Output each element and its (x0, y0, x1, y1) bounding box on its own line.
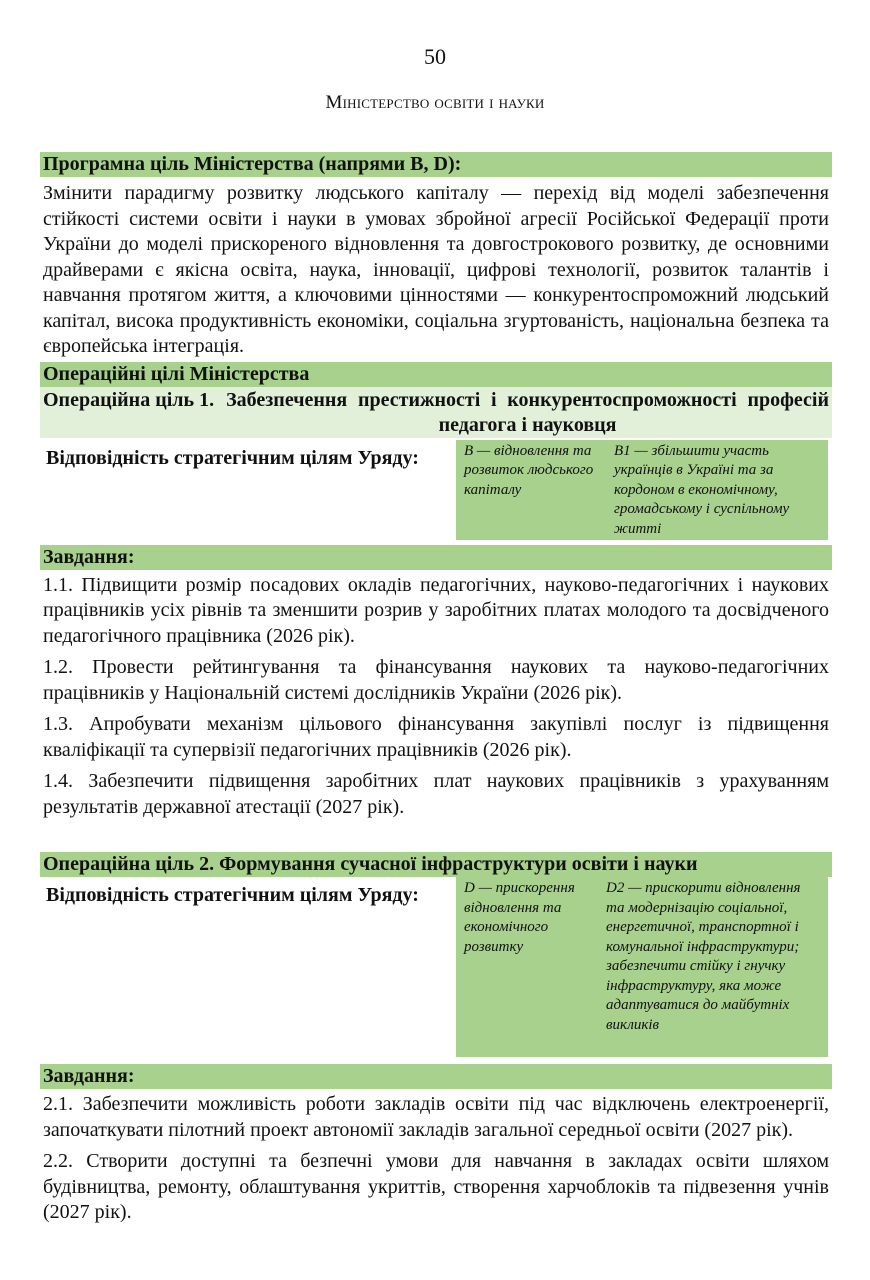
goal2-correspondence (40, 877, 832, 1057)
goal2-strategic-subgoal: D2 — прискорити відновлення та модернізацію соціальної, енергетичної, транспортної і комунальної інфраструктури; забезпечити стійку і гнучку інфраструктуру, яка може адаптуватися до майбутніх викликів (606, 880, 801, 1033)
page-number: 50 (424, 44, 446, 69)
operational-goals-header: Операційні цілі Міністерства (40, 362, 832, 387)
task-2-1: 2.1. Забезпечити можливість роботи закладів освіти під час відключень електроенергії, започаткувати пілотний проект автономії закладів загальної середньої освіти (2027 рік). (43, 1093, 829, 1141)
goal1-strategic-goal: B — відновлення та розвиток людського капіталу (464, 442, 594, 498)
goal2-strategic-goal: D — прискорення відновлення та економічного розвитку (464, 880, 575, 955)
goal1-title-text: Забезпечення престижності і конкурентоспроможності професій педагога і науковця (226, 388, 829, 436)
task-2-2: 2.2. Створити доступні та безпечні умови для навчання в закладах освіти шляхом будівництва, ремонту, облаштування укриттів, створення харчоблоків та підвезення учнів (2027 рік). (43, 1150, 829, 1223)
goal1-title (40, 387, 832, 438)
program-goal-header: Програмна ціль Міністерства (напрями B, D): (40, 152, 832, 177)
goal2-correspondence-label: Відповідність стратегічним цілям Уряду: (46, 884, 419, 906)
task-1-2: 1.2. Провести рейтингування та фінансування наукових та науково-педагогічних працівників у Національній системі дослідників України (2026 рік). (43, 656, 829, 704)
goal1-tasks-header: Завдання: (40, 545, 832, 570)
goal1-correspondence (40, 440, 832, 540)
goal1-prefix: Операційна ціль 1. (43, 388, 215, 411)
goal1-correspondence-label: Відповідність стратегічним цілям Уряду: (46, 446, 419, 469)
task-1-4: 1.4. Забезпечити підвищення заробітних плат наукових працівників з урахуванням результатів державної атестації (2027 рік). (43, 770, 829, 818)
goal2-tasks-header: Завдання: (40, 1064, 832, 1089)
goal2-title: Операційна ціль 2. Формування сучасної інфраструктури освіти і науки (40, 852, 832, 877)
program-goal-text: Змінити парадигму розвитку людського капіталу — перехід від моделі забезпечення стійкості системи освіти і науки в умовах збройної агресії Російської Федерації проти України до моделі прискореного відновлення та довгострокового розвитку, де основними драйверами є якісна освіта, наука, інновації, цифрові технології, розвиток талантів і навчання протягом життя, а ключовими цінностями — конкурентоспроможний людський капітал, висока продуктивність економіки, соціальна згуртованість, національна безпека та європейська інтеграція. (43, 182, 829, 357)
task-1-3: 1.3. Апробувати механізм цільового фінансування закупівлі послуг із підвищення кваліфікації та супервізії педагогічних працівників (2026 рік). (43, 713, 829, 761)
goal1-correspondence-box (456, 440, 828, 540)
task-1-1: 1.1. Підвищити розмір посадових окладів педагогічних, науково-педагогічних і наукових працівників усіх рівнів та зменшити розрив у заробітних платах молодого та досвідченого педагогічного працівника (2026 рік). (43, 573, 829, 647)
document-body (40, 152, 832, 1226)
goal1-strategic-subgoal: B1 — збільшити участь українців в Україні та за кордоном в економічному, громадському і суспільному житті (614, 442, 790, 537)
goal2-correspondence-box (456, 877, 828, 1057)
ministry-header: Міністерство освіти і науки (325, 92, 545, 113)
